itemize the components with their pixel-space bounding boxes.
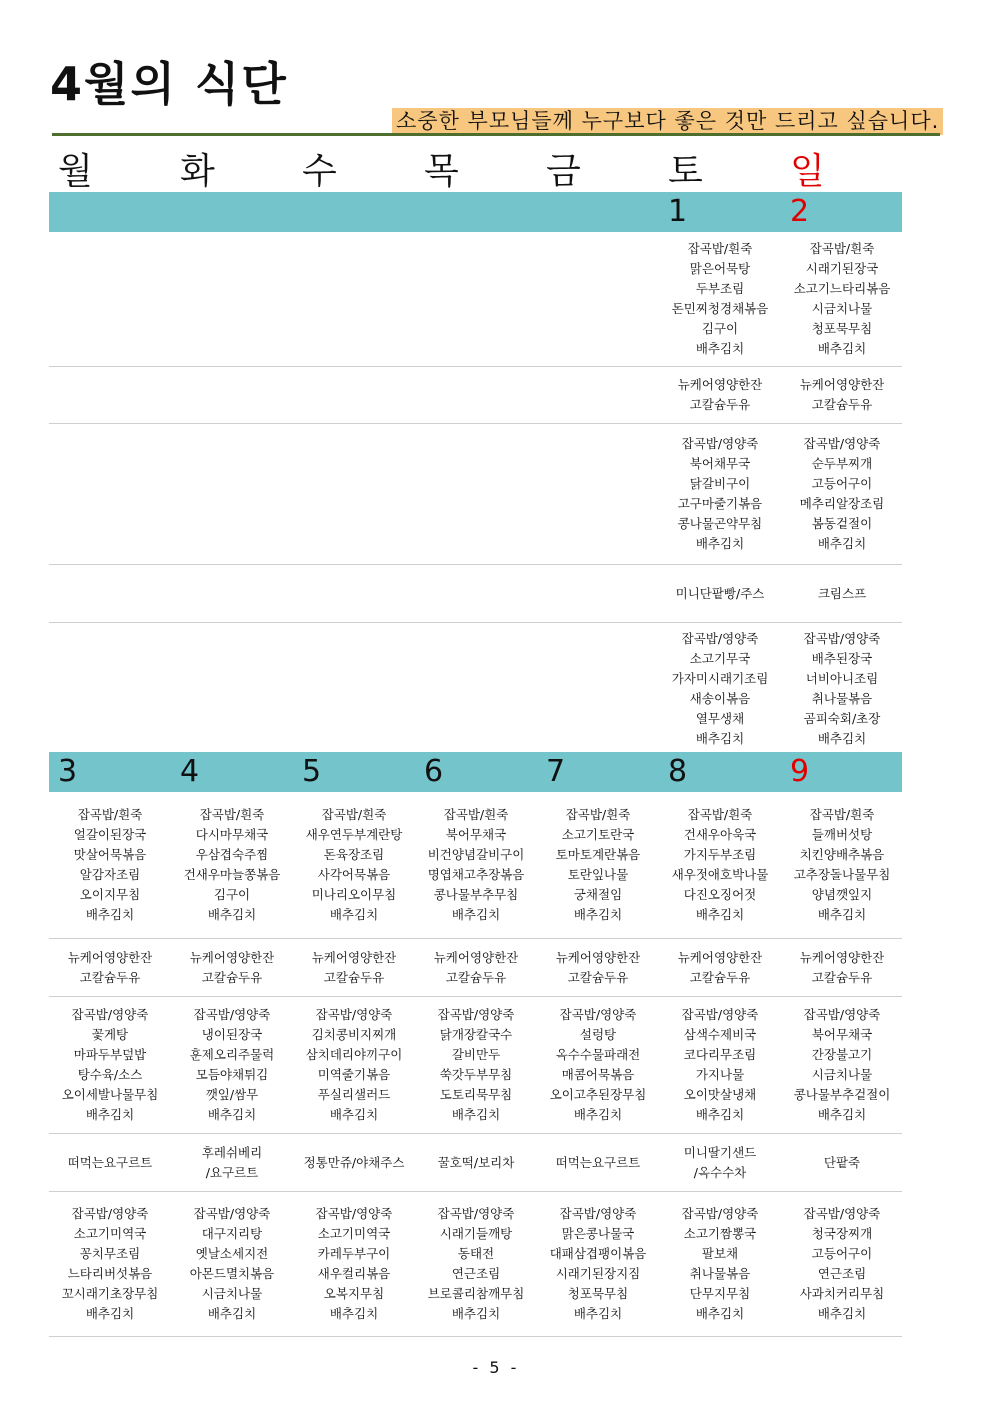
menu-item: 새우연두부계란탕 [305, 827, 403, 842]
menu-cell [171, 232, 293, 366]
menu-item: 쑥갓두부무침 [439, 1067, 513, 1082]
menu-cell [659, 939, 781, 996]
weekday-header [49, 150, 902, 194]
menu-item: 단팥죽 [823, 1154, 861, 1170]
menu-cell [171, 1134, 293, 1191]
page-number: - 5 - [472, 1358, 520, 1377]
menu-item: 잡곡밥/흰죽 [565, 807, 631, 822]
menu-item: 배추김치 [695, 731, 745, 746]
menu-cell [415, 1134, 537, 1191]
menu-item: 배추김치 [573, 907, 623, 922]
menu-cell [537, 367, 659, 423]
menu-item: 동태전 [457, 1246, 495, 1261]
menu-item: 뉴케어영양한잔 [555, 949, 641, 965]
menu-item: 뉴케어영양한잔 [433, 949, 519, 965]
menu-cell [49, 565, 171, 622]
menu-item: 취나물볶음 [689, 1266, 751, 1281]
menu-item: 잡곡밥/영양죽 [193, 1206, 271, 1221]
menu-item: 정통만쥬/야채주스 [303, 1154, 405, 1170]
menu-item: 알감자조림 [79, 867, 141, 882]
menu-cell [49, 997, 171, 1133]
menu-item: 시금치나물 [201, 1286, 263, 1301]
menu-cell [415, 424, 537, 564]
menu-item: 잡곡밥/흰죽 [809, 807, 875, 822]
menu-item: 곰피숙회/초장 [803, 711, 881, 726]
date-cell: 5 [302, 754, 322, 789]
menu-item: 아몬드멸치볶음 [189, 1266, 275, 1281]
menu-item: 새송이볶음 [689, 691, 751, 706]
menu-item: 냉이된장국 [201, 1027, 263, 1042]
menu-cell [781, 367, 903, 423]
menu-cell [171, 565, 293, 622]
menu-item: 소고기미역국 [317, 1226, 391, 1241]
menu-item: 배추된장국 [811, 651, 873, 666]
menu-item: 뉴케어영양한잔 [189, 949, 275, 965]
menu-cell [415, 232, 537, 366]
menu-item: 두부조림 [695, 281, 745, 296]
menu-cell [537, 623, 659, 755]
menu-cell [171, 997, 293, 1133]
menu-item: 소고기무국 [689, 651, 751, 666]
menu-item: 북어채무국 [689, 456, 751, 471]
menu-cell [171, 792, 293, 938]
menu-item: 연근조림 [451, 1266, 501, 1281]
menu-cell [781, 1192, 903, 1336]
menu-cell [415, 792, 537, 938]
weekday-fri: 금 [546, 151, 581, 192]
menu-item: 잡곡밥/흰죽 [321, 807, 387, 822]
menu-item: 궁채절임 [573, 887, 623, 902]
menu-item: 배추김치 [207, 1107, 257, 1122]
menu-item: 미역줄기볶음 [317, 1067, 391, 1082]
menu-item: 시금치나물 [811, 301, 873, 316]
menu-item: 취나물볶음 [811, 691, 873, 706]
menu-item: 맑은어묵탕 [689, 261, 751, 276]
menu-item: /옥수수차 [693, 1164, 747, 1180]
menu-item: 배추김치 [817, 341, 867, 356]
menu-item: 배추김치 [817, 1306, 867, 1321]
menu-item: 배추김치 [573, 1306, 623, 1321]
menu-item: 꿀호떡/보리차 [437, 1154, 515, 1170]
menu-cell [415, 939, 537, 996]
menu-cell [781, 232, 903, 366]
date-cell: 8 [668, 754, 688, 789]
morning-snack-row [49, 939, 902, 997]
menu-cell [659, 623, 781, 755]
menu-item: 고칼슘두유 [323, 969, 385, 985]
weekday-tue: 화 [180, 151, 215, 192]
menu-item: 시래기된장국 [805, 261, 879, 276]
menu-item: 잡곡밥/영양죽 [681, 1007, 759, 1022]
menu-cell [537, 997, 659, 1133]
menu-item: 오이고추된장무침 [549, 1087, 647, 1102]
menu-item: 건새우아욱국 [683, 827, 757, 842]
menu-item: 다진오징어젓 [683, 887, 757, 902]
menu-item: 배추김치 [207, 1306, 257, 1321]
menu-item: 고칼슘두유 [201, 969, 263, 985]
menu-item: 맑은콩나물국 [561, 1226, 635, 1241]
date-cell: 3 [58, 754, 78, 789]
menu-item: 메추리알장조림 [799, 496, 885, 511]
menu-item: 닭갈비구이 [689, 476, 751, 491]
menu-item: 팔보채 [701, 1246, 739, 1261]
menu-item: 느타리버섯볶음 [67, 1266, 153, 1281]
menu-item: 건새우마늘쫑볶음 [183, 867, 281, 882]
menu-cell [537, 939, 659, 996]
menu-item: 배추김치 [451, 1306, 501, 1321]
menu-item: 코다리무조림 [683, 1047, 757, 1062]
menu-item: 고칼슘두유 [689, 969, 751, 985]
menu-item: 토란잎나물 [567, 867, 629, 882]
menu-item: 봄동겉절이 [811, 516, 873, 531]
menu-item: 사각어묵볶음 [317, 867, 391, 882]
menu-item: 새우젓애호박나물 [671, 867, 769, 882]
menu-cell [659, 232, 781, 366]
menu-item: 잡곡밥/흰죽 [77, 807, 143, 822]
menu-item: 잡곡밥/흰죽 [687, 807, 753, 822]
menu-item: 도토리묵무침 [439, 1087, 513, 1102]
dinner-row [49, 623, 902, 756]
menu-item: 배추김치 [817, 907, 867, 922]
menu-item: 마파두부덮밥 [73, 1047, 147, 1062]
menu-item: 고칼슘두유 [811, 969, 873, 985]
menu-item: 잡곡밥/영양죽 [559, 1007, 637, 1022]
menu-cell [293, 232, 415, 366]
menu-item: 우삼겹숙주찜 [195, 847, 269, 862]
menu-item: 토마토계란볶음 [555, 847, 641, 862]
menu-item: 명엽채고추장볶음 [427, 867, 525, 882]
menu-cell [781, 792, 903, 938]
menu-item: 매콤어묵볶음 [561, 1067, 635, 1082]
menu-item: 소고기느타리볶음 [793, 281, 891, 296]
menu-item: 배추김치 [85, 1306, 135, 1321]
menu-item: 잡곡밥/영양죽 [559, 1206, 637, 1221]
lunch-row [49, 424, 902, 565]
menu-cell [781, 424, 903, 564]
menu-item: 비건양념갈비구이 [427, 847, 525, 862]
menu-item: 잡곡밥/영양죽 [437, 1206, 515, 1221]
menu-item: 사과치커리무침 [799, 1286, 885, 1301]
menu-item: 잡곡밥/영양죽 [315, 1007, 393, 1022]
menu-cell [293, 1192, 415, 1336]
menu-item: 북어무채국 [445, 827, 507, 842]
menu-item: 시래기들깨탕 [439, 1226, 513, 1241]
menu-item: 모듬야채튀김 [195, 1067, 269, 1082]
menu-item: 크림스프 [817, 585, 867, 601]
menu-item: 뉴케어영양한잔 [799, 949, 885, 965]
menu-cell [49, 367, 171, 423]
menu-cell [49, 939, 171, 996]
menu-item: 소고기미역국 [73, 1226, 147, 1241]
menu-item: 옛날소세지전 [195, 1246, 269, 1261]
menu-item: 꽃게탕 [91, 1027, 129, 1042]
date-cell: 7 [546, 754, 566, 789]
menu-item: 고칼슘두유 [567, 969, 629, 985]
menu-item: 콩나물부추무침 [433, 887, 519, 902]
week2-date-band [49, 752, 902, 792]
date-cell: 9 [790, 754, 810, 789]
menu-cell [415, 1192, 537, 1336]
menu-item: 콩나물부추겉절이 [793, 1087, 891, 1102]
menu-item: 잡곡밥/영양죽 [681, 631, 759, 646]
menu-item: 얼갈이된장국 [73, 827, 147, 842]
menu-item: 청국장찌개 [811, 1226, 873, 1241]
title-divider [52, 133, 940, 136]
menu-item: 카레두부구이 [317, 1246, 391, 1261]
menu-cell [659, 367, 781, 423]
weekday-wed: 수 [302, 151, 337, 192]
menu-item: 깻잎/쌈무 [205, 1087, 259, 1102]
menu-item: 가자미시래기조림 [671, 671, 769, 686]
menu-cell [293, 939, 415, 996]
menu-item: 배추김치 [329, 1107, 379, 1122]
menu-cell [415, 997, 537, 1133]
menu-cell [537, 1192, 659, 1336]
menu-cell [659, 1134, 781, 1191]
menu-item: 돈민찌청경채볶음 [671, 301, 769, 316]
menu-item: 훈제오리주물럭 [189, 1047, 275, 1062]
menu-item: 들깨버섯탕 [811, 827, 873, 842]
menu-item: 배추김치 [695, 1107, 745, 1122]
weekday-mon: 월 [58, 151, 93, 192]
menu-item: 너비아니조림 [805, 671, 879, 686]
weekday-sat: 토 [668, 151, 703, 192]
menu-item: 배추김치 [329, 907, 379, 922]
menu-cell [293, 623, 415, 755]
menu-item: 잡곡밥/영양죽 [803, 631, 881, 646]
menu-cell [171, 367, 293, 423]
menu-cell [659, 424, 781, 564]
menu-cell [49, 1192, 171, 1336]
menu-cell [293, 367, 415, 423]
menu-cell [415, 367, 537, 423]
menu-cell [659, 997, 781, 1133]
menu-item: 미니딸기샌드 [683, 1144, 757, 1160]
menu-item: 잡곡밥/흰죽 [687, 241, 753, 256]
menu-item: 배추김치 [85, 1107, 135, 1122]
menu-item: 고칼슘두유 [811, 397, 873, 412]
afternoon-snack-row [49, 1134, 902, 1192]
menu-item: 설렁탕 [579, 1027, 617, 1042]
menu-item: 뉴케어영양한잔 [311, 949, 397, 965]
menu-item: 소고기짬뽕국 [683, 1226, 757, 1241]
menu-item: 잡곡밥/영양죽 [71, 1206, 149, 1221]
menu-item: 대패삼겹팽이볶음 [549, 1246, 647, 1261]
menu-item: 잡곡밥/영양죽 [71, 1007, 149, 1022]
breakfast-row [49, 792, 902, 939]
week1-menu-grid [49, 232, 902, 756]
menu-item: 배추김치 [817, 1107, 867, 1122]
menu-cell [293, 792, 415, 938]
menu-item: 김구이 [701, 321, 739, 336]
menu-cell [49, 623, 171, 755]
week1-date-band [49, 192, 902, 232]
menu-item: 오이지무침 [79, 887, 141, 902]
menu-item: 청포묵무침 [811, 321, 873, 336]
menu-cell [537, 565, 659, 622]
date-cell: 2 [790, 194, 810, 229]
menu-item: 잡곡밥/흰죽 [809, 241, 875, 256]
afternoon-snack-row [49, 565, 902, 623]
menu-item: 꼬시래기초장무침 [61, 1286, 159, 1301]
menu-item: 시금치나물 [811, 1067, 873, 1082]
menu-cell [659, 792, 781, 938]
menu-cell [49, 424, 171, 564]
menu-item: 오이맛살냉채 [683, 1087, 757, 1102]
menu-item: 다시마무채국 [195, 827, 269, 842]
breakfast-row [49, 232, 902, 367]
menu-cell [293, 1134, 415, 1191]
menu-item: 잡곡밥/영양죽 [803, 1007, 881, 1022]
menu-cell [537, 424, 659, 564]
week2-menu-grid [49, 792, 902, 1337]
menu-cell [171, 1192, 293, 1336]
menu-item: 고칼슘두유 [445, 969, 507, 985]
menu-item: 떠먹는요구르트 [555, 1154, 641, 1170]
menu-item: 시래기된장지짐 [555, 1266, 641, 1281]
menu-cell [171, 623, 293, 755]
menu-item: 김치콩비지찌개 [311, 1027, 397, 1042]
menu-cell [781, 565, 903, 622]
date-cell: 6 [424, 754, 444, 789]
menu-item: 양념깻잎지 [811, 887, 873, 902]
menu-item: 잡곡밥/영양죽 [437, 1007, 515, 1022]
menu-item: 가지두부조림 [683, 847, 757, 862]
menu-item: 배추김치 [817, 536, 867, 551]
morning-snack-row [49, 367, 902, 424]
menu-cell [49, 1134, 171, 1191]
menu-item: 옥수수물파래전 [555, 1047, 641, 1062]
menu-item: 연근조림 [817, 1266, 867, 1281]
date-cell: 1 [668, 194, 688, 229]
menu-item: 삼색수제비국 [683, 1027, 757, 1042]
menu-item: 배추김치 [695, 1306, 745, 1321]
menu-item: 가지나물 [695, 1067, 745, 1082]
menu-item: 뉴케어영양한잔 [677, 949, 763, 965]
menu-item: 맛살어묵볶음 [73, 847, 147, 862]
menu-item: 잡곡밥/영양죽 [315, 1206, 393, 1221]
menu-item: 고등어구이 [811, 476, 873, 491]
menu-item: 삼치데리야끼구이 [305, 1047, 403, 1062]
menu-item: 순두부찌개 [811, 456, 873, 471]
menu-item: 배추김치 [695, 907, 745, 922]
menu-item: 브로콜리참깨무침 [427, 1286, 525, 1301]
menu-cell [537, 792, 659, 938]
menu-cell [293, 424, 415, 564]
menu-cell [171, 424, 293, 564]
weekday-sun: 일 [790, 151, 825, 192]
menu-item: 잡곡밥/흰죽 [443, 807, 509, 822]
menu-item: 잡곡밥/영양죽 [803, 1206, 881, 1221]
menu-cell [49, 792, 171, 938]
menu-item: 배추김치 [451, 907, 501, 922]
menu-cell [781, 997, 903, 1133]
menu-item: 푸실리샐러드 [317, 1087, 391, 1102]
menu-item: 대구지리탕 [201, 1226, 263, 1241]
menu-item: 잡곡밥/영양죽 [681, 436, 759, 451]
menu-item: 새우컬리볶음 [317, 1266, 391, 1281]
menu-item: 배추김치 [695, 341, 745, 356]
menu-cell [415, 565, 537, 622]
menu-item: 고등어구이 [811, 1246, 873, 1261]
menu-item: 배추김치 [695, 536, 745, 551]
menu-cell [781, 1134, 903, 1191]
menu-item: 잡곡밥/영양죽 [681, 1206, 759, 1221]
menu-cell [659, 1192, 781, 1336]
menu-item: /요구르트 [205, 1164, 259, 1180]
menu-item: 김구이 [213, 887, 251, 902]
menu-item: 소고기토란국 [561, 827, 635, 842]
menu-item: 열무생채 [695, 711, 745, 726]
subtitle-banner: 소중한 부모님들께 누구보다 좋은 것만 드리고 싶습니다. [392, 108, 943, 135]
menu-item: 오복지무침 [323, 1286, 385, 1301]
menu-item: 배추김치 [817, 731, 867, 746]
menu-item: 배추김치 [451, 1107, 501, 1122]
menu-item: 배추김치 [85, 907, 135, 922]
menu-item: 콩나물곤약무침 [677, 516, 763, 531]
menu-item: 고칼슘두유 [689, 397, 751, 412]
menu-cell [659, 565, 781, 622]
menu-item: 단무지무침 [689, 1286, 751, 1301]
menu-item: 꽁치무조림 [79, 1246, 141, 1261]
lunch-row [49, 997, 902, 1134]
menu-item: 북어무채국 [811, 1027, 873, 1042]
menu-item: 갈비만두 [451, 1047, 501, 1062]
menu-item: 돈육장조림 [323, 847, 385, 862]
menu-cell [171, 939, 293, 996]
menu-item: 미나리오이무침 [311, 887, 397, 902]
menu-item: 청포묵무침 [567, 1286, 629, 1301]
menu-cell [415, 623, 537, 755]
menu-item: 뉴케어영양한잔 [677, 377, 763, 392]
page-title: 4월의 식단 [50, 57, 288, 111]
menu-item: 배추김치 [207, 907, 257, 922]
menu-item: 후레쉬베리 [201, 1144, 263, 1160]
menu-cell [781, 623, 903, 755]
menu-item: 잡곡밥/영양죽 [803, 436, 881, 451]
menu-item: 잡곡밥/영양죽 [193, 1007, 271, 1022]
menu-item: 배추김치 [329, 1306, 379, 1321]
menu-item: 닭개장칼국수 [439, 1027, 513, 1042]
menu-item: 탕수육/소스 [77, 1067, 143, 1082]
menu-item: 오이세발나물무침 [61, 1087, 159, 1102]
menu-cell [293, 565, 415, 622]
menu-cell [293, 997, 415, 1133]
menu-item: 고추장돌나물무침 [793, 867, 891, 882]
menu-item: 간장불고기 [811, 1047, 873, 1062]
date-cell: 4 [180, 754, 200, 789]
menu-cell [49, 232, 171, 366]
menu-cell [537, 232, 659, 366]
menu-item: 뉴케어영양한잔 [799, 377, 885, 392]
menu-cell [781, 939, 903, 996]
menu-item: 떠먹는요구르트 [67, 1154, 153, 1170]
menu-item: 고구마줄기볶음 [677, 496, 763, 511]
menu-item: 배추김치 [573, 1107, 623, 1122]
menu-item: 뉴케어영양한잔 [67, 949, 153, 965]
menu-item: 고칼슘두유 [79, 969, 141, 985]
menu-item: 잡곡밥/흰죽 [199, 807, 265, 822]
menu-item: 치킨양배추볶음 [799, 847, 885, 862]
weekday-thu: 목 [424, 151, 459, 192]
dinner-row [49, 1192, 902, 1337]
menu-cell [537, 1134, 659, 1191]
menu-item: 미니단팥빵/주스 [675, 585, 765, 601]
